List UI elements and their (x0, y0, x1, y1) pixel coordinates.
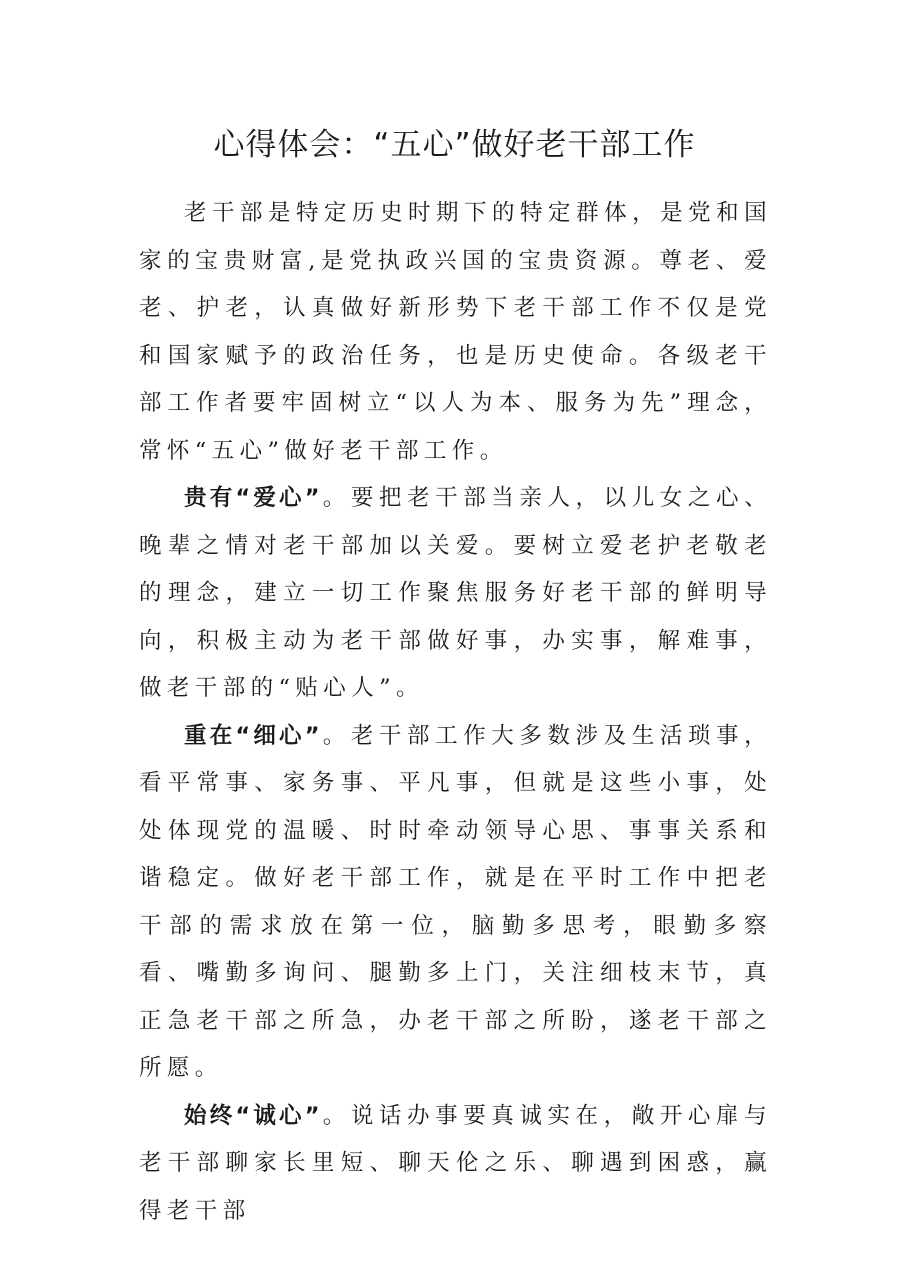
paragraph-love (139, 475, 772, 713)
paragraph-text: 老干部是特定历史时期下的特定群体，是党和国家的宝贵财富,是党执政兴国的宝贵资源。尊老、爱老、护老，认真做好新形势下老干部工作不仅是党和国家赋予的政治任务，也是历史使命。各级老干部工作者要牢固树立“以人为本、服务为先”理念，常怀“五心”做好老干部工作。 (139, 200, 772, 464)
paragraph-text: 。老干部工作大多数涉及生活琐事，看平常事、家务事、平凡事，但就是这些小事，处处体现党的温暖、时时牵动领导心思、事事关系和谐稳定。做好老干部工作，就是在平时工作中把老干部的需求放在第一位，脑勤多思考，眼勤多察看、嘴勤多询问、腿勤多上门，关注细枝末节，真正急老干部之所急，办老干部之所盼，遂老干部之所愿。 (139, 722, 773, 1081)
document-body (139, 190, 772, 1235)
paragraph-sincerity (139, 1093, 772, 1236)
paragraph-lead: 重在“细心” (184, 722, 323, 749)
paragraph-lead: 始终“诚心” (184, 1102, 323, 1129)
paragraph-care (139, 713, 772, 1093)
paragraph-text: 。说话办事要真诚实在，敞开心扉与老干部聊家长里短、聊天伦之乐、聊遇到困惑，赢得老干部 (139, 1102, 773, 1224)
paragraph-text: 。要把老干部当亲人，以儿女之心、晚辈之情对老干部加以关爱。要树立爱老护老敬老的理念，建立一切工作聚焦服务好老干部的鲜明导向，积极主动为老干部做好事，办实事，解难事，做老干部的“贴心人”。 (139, 485, 773, 701)
paragraph-intro (139, 190, 772, 475)
document-title: 心得体会：“五心”做好老干部工作 (213, 127, 696, 163)
paragraph-lead: 贵有“爱心” (184, 485, 323, 511)
